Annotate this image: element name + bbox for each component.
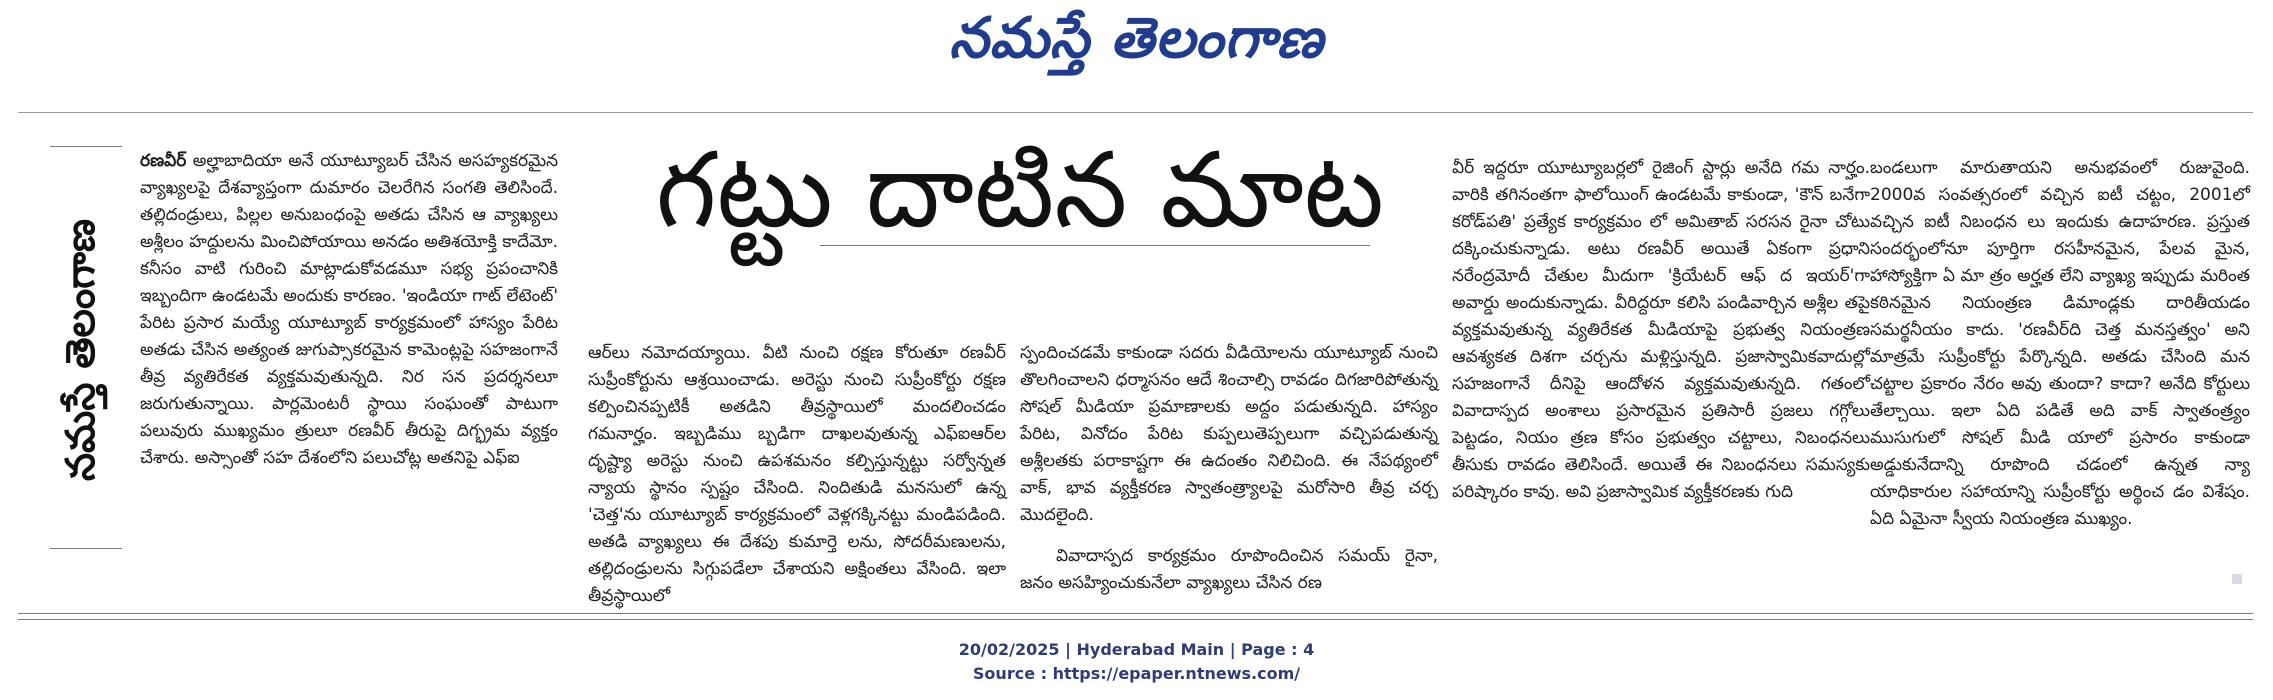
article-column-2 bbox=[588, 340, 1006, 610]
footer-source-link[interactable]: Source : https://epaper.ntnews.com/ bbox=[972, 664, 1301, 683]
article-column-1 bbox=[140, 148, 558, 472]
lead-word: రణవీర్ bbox=[140, 151, 187, 171]
column-4-text: వీర్ ఇద్దరూ యూట్యూబర్లలో రైజింగ్ స్టార్లు అనేది గమ నార్హం. వారికి తగినంతగా ఫాలోయింగ్ ఉండటమే కాకుండా, 'కౌన్ బనేగా కరోడ్‌పతి' ప్రత్యేక కార్యక్రమం లో అమితాబ్ సరసన రైనా చోటు దక్కించుకున్నాడు. అటు రణవీర్ అయితే ఏకంగా ప్రధాని నరేంద్రమోదీ చేతుల మీదుగా 'క్రియేటర్ ఆఫ్ ద ఇయర్'గా అవార్డు అందుకున్నాడు. వీరిద్దరూ కలిసి పండివార్చిన అశ్లీల తపై వ్యక్తమవుతున్న వ్యతిరేకత మీడియాపై ప్రభుత్వ నియంత్రణ ఆవశ్యకత దిశగా చర్చను మళ్లిస్తున్నది. ప్రజాస్వామికవాదుల్లో సహజంగానే దీనిపై ఆందోళన వ్యక్తమవుతున్నది. గతంలో వివాదాస్పద అంశాలు ప్రసారమైన ప్రతిసారీ ప్రజలు గగ్గోలు పెట్టడం, నియం త్రణ కోసం ప్రభుత్వం చట్టాలు, నిబంధనలు తీసుకు రావడం తెలిసిందే. అయితే ఈ నిబంధనలు సమస్యకు పరిష్కారం కావు. అవి ప్రజాస్వామిక వ్యక్తీకరణకు గుది bbox=[1452, 158, 1870, 502]
bottom-divider-2 bbox=[18, 619, 2253, 620]
article-column-5 bbox=[1870, 155, 2250, 533]
column-1-text: అల్హాబాదియా అనే యూట్యూబర్ చేసిన అసహ్యకరమైన వ్యాఖ్యలపై దేశవ్యాప్తంగా దుమారం చెలరేగిన సంగతి తెలిసిందే. తల్లిదండ్రులు, పిల్లల అనుబంధంపై అతడు చేసిన ఆ వ్యాఖ్యలు అశ్లీలం హద్దులను మించిపోయాయి అనడం అతిశయోక్తి కాదేమో. కనీసం వాటి గురించి మాట్లాడుకోవడమూ సభ్య ప్రపంచానికి ఇబ్బందిగా ఉండటమే అందుకు కారణం. 'ఇండియా గాట్ లేటెంట్' పేరిట ప్రసార మయ్యే యూట్యూబ్ కార్యక్రమంలో హాస్యం పేరిట అతడు చేసిన అత్యంత జుగుప్సాకరమైన కామెంట్లపై సహజంగానే తీవ్ర వ్యతిరేకత వ్యక్తమవుతున్నది. నిర సన ప్రదర్శనలూ జరుగుతున్నాయి. పార్లమెంటరీ స్థాయి సంఘంతో పాటుగా పలువురు ముఖ్యమం త్రులూ రణవీర్ తీరుపై దిగ్భ్రమ వ్యక్తం చేశారు. అస్సాంతో సహ దేశంలోని పలుచోట్ల అతనిపై ఎఫ్ఐ bbox=[140, 151, 559, 468]
article-headline: గట్టు దాటిన మాట bbox=[655, 129, 1385, 251]
column-3-paragraph-1: స్పందించడమే కాకుండా సదరు వీడియోలను యూట్యూబ్ నుంచి తొలగించాలని ధర్మాసనం ఆదే శించాల్సి రావడం దిగజారిపోతున్న సోషల్ మీడియా ప్రమాణాలకు అద్దం పడుతున్నది. హాస్యం పేరిట, వినోదం పేరిట కుప్పలుతెప్పలుగా వచ్చిపడుతున్న అశ్లీలతకు పరాకాష్టగా ఈ ఉదంతం నిలిచింది. ఈ నేపథ్యంలో వాక్, భావ వ్యక్తీకరణ స్వాతంత్ర్యాలపై మరోసారి తీవ్ర చర్చ మొదలైంది. bbox=[1020, 343, 1438, 525]
headline-underline bbox=[820, 245, 1370, 246]
masthead bbox=[0, 0, 2273, 90]
side-brand-text: నమస్తే తెలంగాణ bbox=[58, 218, 105, 482]
top-divider bbox=[18, 112, 2253, 113]
masthead-logo-title: నమస్తే తెలంగాణ bbox=[949, 5, 1324, 71]
end-mark bbox=[2232, 574, 2242, 584]
column-3-paragraph-2: వివాదాస్పద కార్యక్రమం రూపొందించిన సమయ్ రైనా, జనం అసహ్యించుకునేలా వ్యాఖ్యలు చేసిన రణ bbox=[1020, 546, 1438, 593]
footer-date-line: 20/02/2025 | Hyderabad Main | Page : 4 bbox=[958, 640, 1315, 659]
side-brand bbox=[46, 150, 126, 550]
article-paragraph bbox=[140, 148, 558, 472]
paragraph-gap bbox=[1020, 529, 1438, 543]
column-2-text: ఆర్‌లు నమోదయ్యాయి. వీటి నుంచి రక్షణ కోరుతూ రణవీర్ సుప్రీంకోర్టును ఆశ్రయించాడు. అరెస్టు నుంచి సుప్రీంకోర్టు రక్షణ కల్పించినప్పటికీ అతడిని తీవ్రస్థాయిలో మందలించడం గమనార్హం. ఇబ్బడిము బ్బడిగా దాఖలవుతున్న ఎఫ్ఐఆర్‌ల దృష్ట్యా అరెస్టు నుంచి ఉపశమనం కల్పిస్తున్నట్టు సర్వోన్నత న్యాయ స్థానం స్పష్టం చేసింది. నిందితుడి మనసులో ఉన్న 'చెత్త'ను యూట్యూబ్ కార్యక్రమంలో వెళ్లగక్కినట్టు మండిపడింది. అతడి వ్యాఖ్యలు ఈ దేశపు కుమార్తె లను, సోదరీమణులను, తల్లిదండ్రులను సిగ్గుపడేలా చేశాయని అక్షింతలు వేసింది. ఇలా తీవ్రస్థాయిలో bbox=[588, 343, 1006, 606]
column-5-text: బండలుగా మారుతాయని అనుభవంలో రుజువైంది. 2000వ సంవత్సరంలో వచ్చిన ఐటీ చట్టం, 2001లో వచ్చిన ఐటీ నిబంధన లు ఇందుకు ఉదాహరణ. ప్రస్తుత సందర్భంలోనూ పూర్తిగా రసహీనమైన, పేలవ మైన, హాస్యోక్తిగా ఏ మా త్రం అర్హత లేని వ్యాఖ్య ఇప్పుడు మరింత కఠినమైన నియంత్రణ డిమాండ్లకు దారితీయడం సమర్థనీయం కాదు. 'రణవీర్‌ది చెత్త మనస్తత్వం' అని మాత్రమే సుప్రీంకోర్టు పేర్కొన్నది. అతడు చేసింది మన చట్టాల ప్రకారం నేరం అవు తుందా? కాదా? అనేది కోర్టులు తేల్చాయి. ఇలా ఏది పడితే అది వాక్ స్వాతంత్ర్యం ముసుగులో సోషల్ మీడి యాలో ప్రసారం కాకుండా అడ్డుకునేదాన్ని రూపొంది చడంలో ఉన్నత న్యా యాధికారుల సహాయాన్ని సుప్రీంకోర్టు అర్థించ డం విశేషం. ఏది ఏమైనా స్వీయ నియంత్రణ ముఖ్యం. bbox=[1870, 158, 2250, 529]
article-column-3 bbox=[1020, 340, 1438, 597]
bottom-divider-1 bbox=[18, 613, 2253, 614]
side-brand-top-rule bbox=[50, 146, 122, 147]
side-brand-bottom-rule bbox=[50, 548, 122, 549]
article-column-4 bbox=[1452, 155, 1870, 506]
